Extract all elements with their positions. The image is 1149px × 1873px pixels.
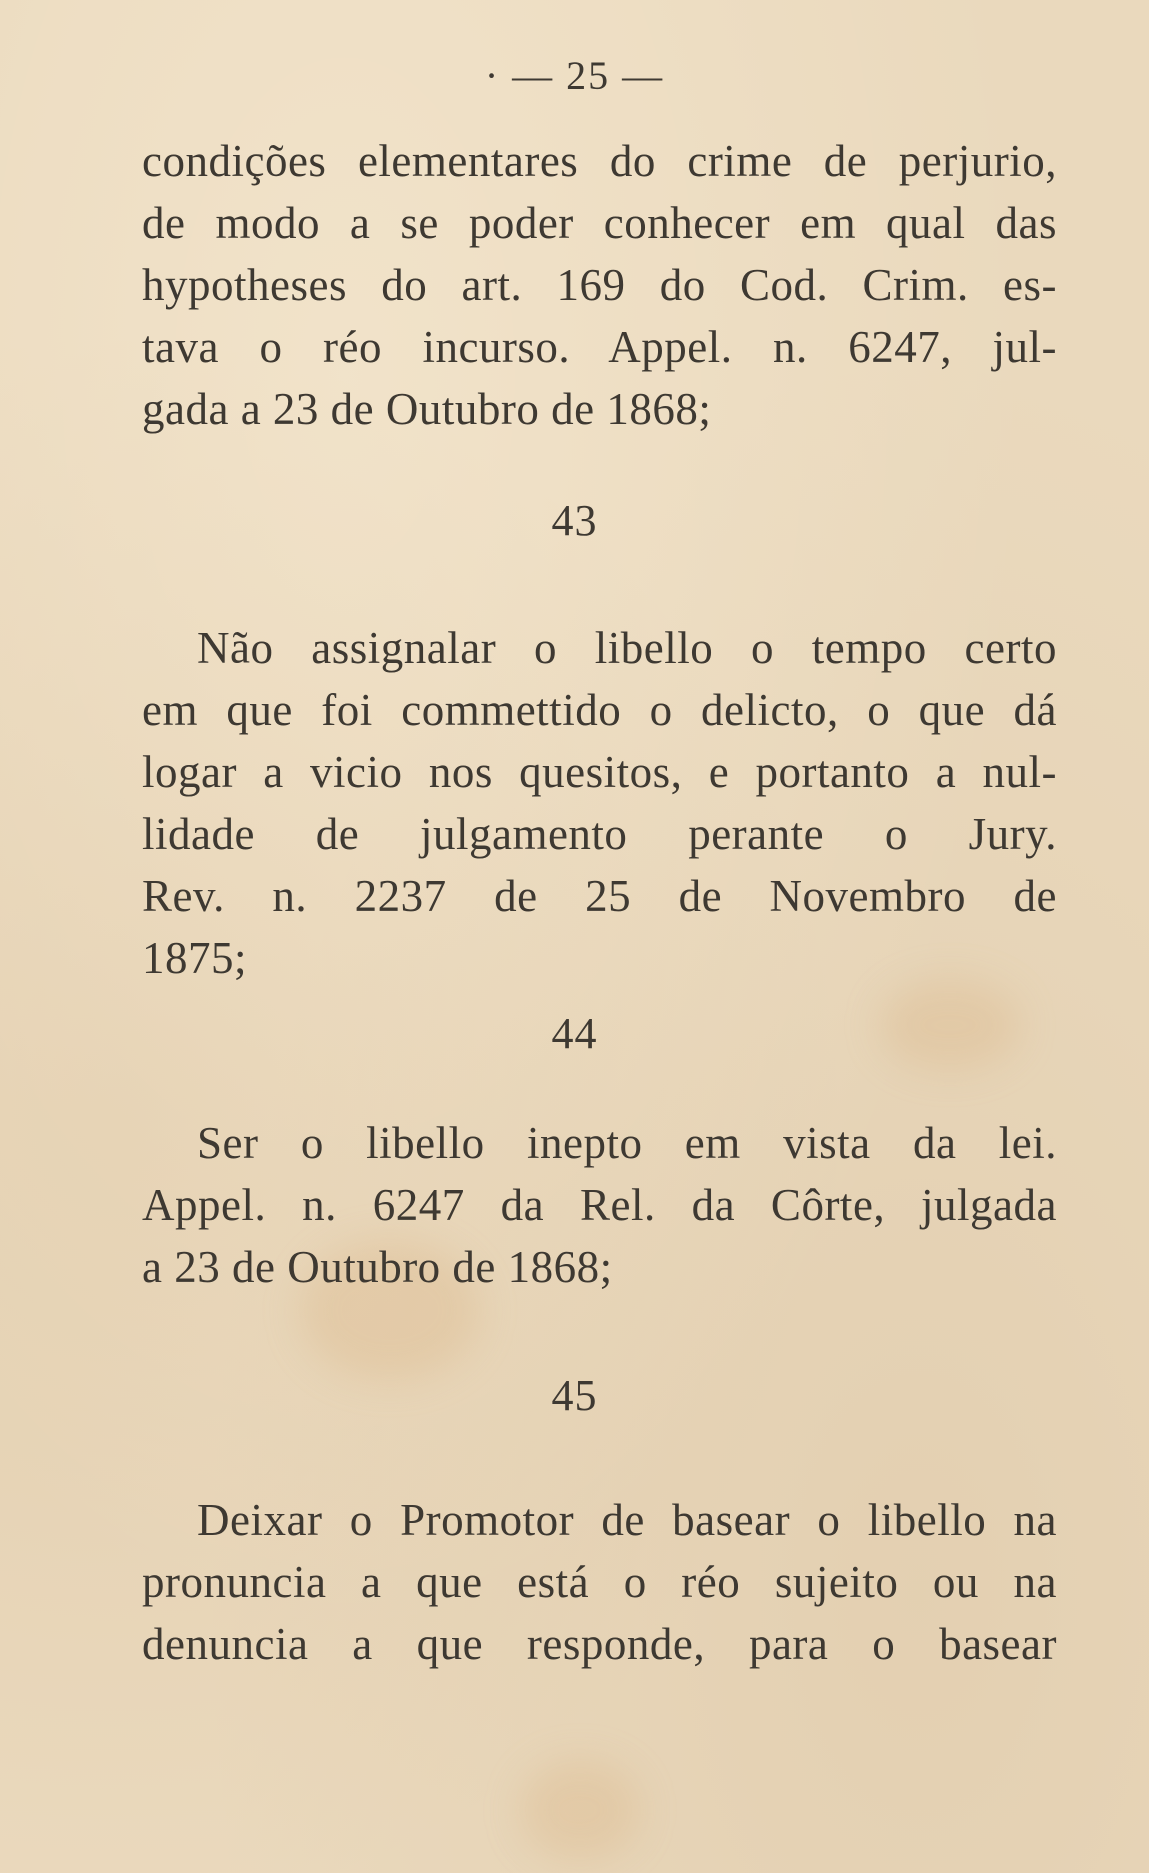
section-45-paragraph	[142, 1489, 1057, 1675]
text-line: a 23 de Outubro de 1868;	[142, 1242, 613, 1292]
section-number-45: 45	[551, 1371, 598, 1420]
text-line: denuncia a que responde, para o basear	[142, 1619, 1057, 1669]
paper-stain	[520, 1760, 640, 1860]
text-line: Appel. n. 6247 da Rel. da Côrte, julgada	[142, 1180, 1057, 1230]
text-line: 1875;	[142, 933, 248, 983]
text-line: condições elementares do crime de perjurio,	[142, 136, 1057, 186]
section-44-paragraph	[142, 1112, 1057, 1298]
section-43-paragraph	[142, 617, 1057, 989]
page-number: · — 25 —	[484, 53, 665, 98]
text-line: pronuncia a que está o réo sujeito ou na	[142, 1557, 1057, 1607]
text-line: Ser o libello inepto em vista da lei.	[197, 1118, 1057, 1168]
text-line: logar a vicio nos quesitos, e portanto a nul-	[142, 747, 1057, 797]
text-line: hypotheses do art. 169 do Cod. Crim. es-	[142, 260, 1057, 310]
text-line: tava o réo incurso. Appel. n. 6247, jul-	[142, 322, 1057, 372]
text-line: de modo a se poder conhecer em qual das	[142, 198, 1057, 248]
text-line: em que foi commettido o delicto, o que dá	[142, 685, 1057, 735]
section-number-43: 43	[551, 496, 598, 545]
text-line: gada a 23 de Outubro de 1868;	[142, 384, 712, 434]
text-line: Rev. n. 2237 de 25 de Novembro de	[142, 871, 1057, 921]
text-line: lidade de julgamento perante o Jury.	[142, 809, 1057, 859]
text-line: Deixar o Promotor de basear o libello na	[197, 1495, 1057, 1545]
section-number-44: 44	[551, 1009, 598, 1058]
text-line: Não assignalar o libello o tempo certo	[197, 623, 1057, 673]
intro-paragraph	[142, 130, 1057, 440]
